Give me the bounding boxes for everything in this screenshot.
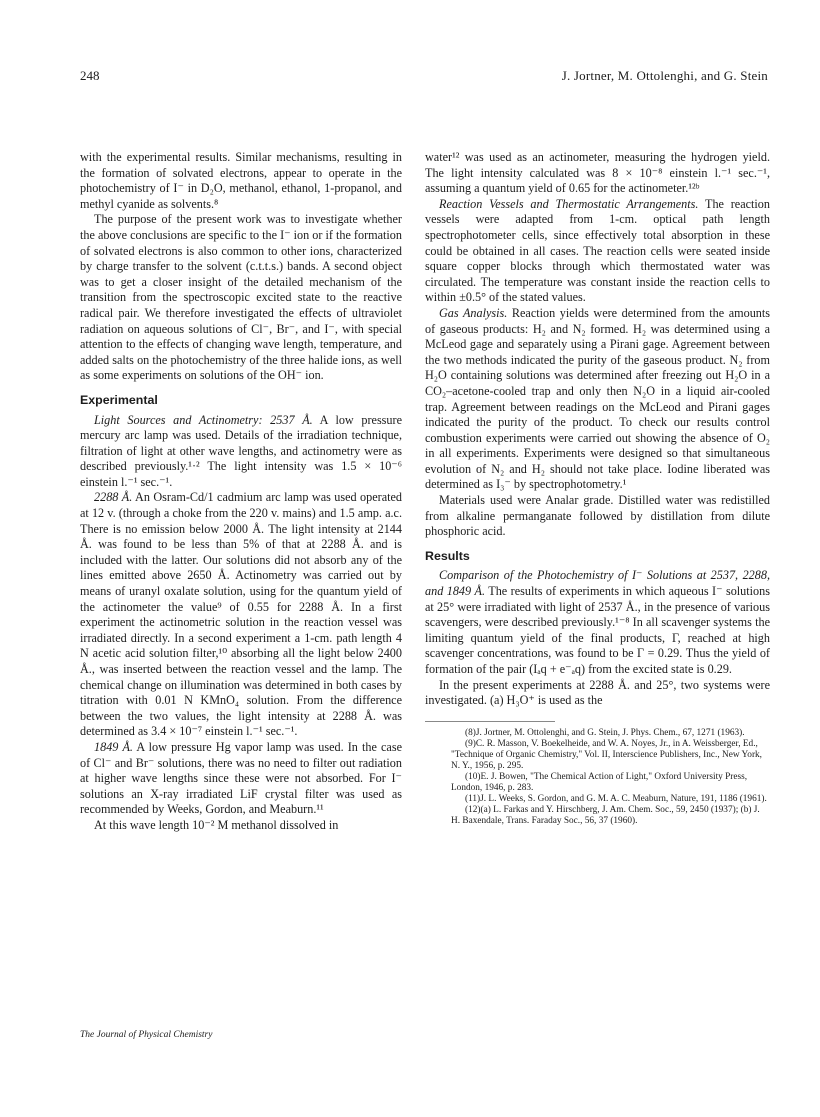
paragraph: [425, 306, 770, 493]
reference-text: (a) L. Farkas and Y. Hirschberg, J. Am. Chem. Soc., 59, 2450 (1937); (b) J. H. Baxendale, Trans. Faraday Soc., 56, 37 (1960).: [451, 804, 760, 826]
paragraph-text: The reaction vessels were adapted from 1-cm. optical path length spectrophotometer cells, since effectively total absorption in these could be obtained in all cases. The reaction cells were seated inside square copper blocks through which thermostated water was circulated. The temperature was constant inside the reaction cells to within ±0.5° of the stated values.: [425, 196, 770, 305]
run-in-heading: 1849 Å.: [94, 739, 133, 754]
paragraph-text: An Osram-Cd/1 cadmium arc lamp was used operated at 12 v. (through a choke from the 220 v. mains) and 1.5 amp. a.c. There is no emission below 2000 Å. The light intensity at 2144 Å. was found to be less than 5% of that at 2288 Å. and is included with the latter. Our solutions did not absorb any of the lines emitted above 2650 Å. Actinometry was carried out by means of uranyl oxalate solution, using for the quantum yield of the actinometer the value⁹ of 0.55 for 2288 Å. In a first experiment the actinometric solution in the reaction vessel was irradiated directly. In a second experiment a 1-cm. path length 4 N acetic acid solution filter,¹⁰ absorbing all the light below 2400 Å., was inserted between the reaction vessel and the lamp. The chemical change on illumination was determined in both cases by titration with 0.01 N KMnO₄ solution. From the difference between the two values, the light intensity at 2288 Å. was determined as 3.4 × 10⁻⁷ einstein l.⁻¹ sec.⁻¹.: [80, 490, 402, 739]
paragraph: [425, 197, 770, 306]
reference-list: [425, 728, 770, 827]
reference-item: [425, 728, 770, 739]
paragraph: The purpose of the present work was to investigate whether the above conclusions are specific to the I⁻ ion or if the formation of solvated electrons is also common to other ions, characterized by charge transfer to the solvent (c.t.t.s.) bands. A second object was to get a closer insight of the detailed mechanism of the transition from the spectroscopic excited state to the reactive radical pair. We therefore investigated the effects of ultraviolet radiation on aqueous solutions of Cl⁻, Br⁻, and I⁻, with special attention to the effects of changing wave length, temperature, and added salts on the photochemistry of the three halide ions, as well as some experiments on solutions of the OH⁻ ion.: [80, 212, 402, 383]
paragraph: Materials used were Analar grade. Distilled water was redistilled from alkaline permanganate followed by distillation from dilute phosphoric acid.: [425, 493, 770, 539]
reference-label: (12): [465, 804, 481, 815]
left-column: [80, 150, 402, 834]
paragraph: with the experimental results. Similar mechanisms, resulting in the formation of solvated electrons, appear to operate in the photochemistry of I⁻ in D₂O, methanol, ethanol, 1-propanol, and methyl cyanide as solvents.⁸: [80, 150, 402, 211]
run-in-heading: 2288 Å.: [94, 490, 133, 505]
run-in-heading: Light Sources and Actinometry: 2537 Å.: [94, 412, 313, 427]
reference-label: (8): [465, 727, 476, 738]
reference-label: (9): [465, 738, 476, 749]
paragraph-text: The results of experiments in which aqueous I⁻ solutions at 25° were irradiated with light of 2537 Å., in the presence of various scavengers, were described previously.¹⁻⁸ In all scavenger systems the limiting quantum yield of the final products, Γ, reached at high scavenger concentrations, was found to be Γ = 0.29. Thus the yield of formation of the pair (Iₐq + e⁻ₐq) from the excited state is 0.29.: [425, 584, 770, 676]
paragraph: In the present experiments at 2288 Å. and 25°, two systems were investigated. (a) H₃O⁺ is used as the: [425, 677, 770, 708]
journal-footer: The Journal of Physical Chemistry: [80, 1030, 213, 1040]
reference-item: [425, 794, 770, 805]
section-heading-results: Results: [425, 548, 470, 563]
paragraph: At this wave length 10⁻² M methanol dissolved in: [94, 817, 339, 832]
reference-text: J. Jortner, M. Ottolenghi, and G. Stein, J. Phys. Chem., 67, 1271 (1963).: [475, 727, 745, 738]
reference-item: [425, 772, 770, 794]
run-in-heading: Comparison of the Photochemistry of I⁻ Solutions at 2537, 2288, and 1849 Å.: [425, 568, 770, 599]
paragraph-text: Reaction yields were determined from the amounts of gaseous products: H₂ and N₂ formed. H₂ was determined using a McLeod gage and separately using a Pirani gage. Agreement between the two methods indicated the purity of the gaseous product. N₂ from H₂O containing solutions was determined after freezing out H₂O in a CO₂–acetone-cooled trap and only then N₂O in a liquid air-cooled trap. Agreement between readings on the McLeod and Pirani gages indicated the purity of the product. To check our results control combustion experiments were carried out showing the absence of O₂ in all experiments. Experiments were designed so that simultaneous evolution of N₂ and H₂ should not take place. Iodine liberated was determined as I₃⁻ by spectrophotometry.¹: [425, 305, 771, 492]
reference-label: (10): [465, 771, 481, 782]
paragraph: [425, 568, 770, 677]
paragraph: [80, 740, 402, 818]
paragraph-text: A low pressure Hg vapor lamp was used. In the case of Cl⁻ and Br⁻ solutions, there was no need to filter out radiation at higher wave lengths since these were not absorbed. For I⁻ solutions an X-ray irradiated LiF crystal filter was used as recommended by Weeks, Gordon, and Meaburn.¹¹: [80, 739, 402, 817]
section-heading-experimental: Experimental: [80, 392, 158, 407]
running-head: J. Jortner, M. Ottolenghi, and G. Stein: [561, 68, 768, 83]
run-in-heading: Gas Analysis.: [439, 305, 508, 320]
reference-item: [425, 805, 770, 827]
page-number: 248: [80, 68, 100, 83]
reference-text: C. R. Masson, V. Boekelheide, and W. A. Noyes, Jr., in A. Weissberger, Ed., "Technique of Organic Chemistry," Vol. II, Interscience Publishers, Inc., New York, N. Y., 1956, p. 295.: [451, 738, 763, 771]
right-column: [425, 150, 770, 827]
paragraph: water¹² was used as an actinometer, measuring the hydrogen yield. The light intensity calculated was 8 × 10⁻⁸ einstein l.⁻¹ sec.⁻¹, assuming a quantum yield of 0.65 for the actinometer.¹²ᵇ: [425, 150, 770, 196]
reference-label: (11): [465, 793, 481, 804]
reference-text: E. J. Bowen, "The Chemical Action of Light," Oxford University Press, London, 1946, p. 283.: [451, 771, 748, 793]
footnote-rule: [425, 721, 555, 726]
reference-text: J. L. Weeks, S. Gordon, and G. M. A. C. Meaburn, Nature, 191, 1186 (1961).: [480, 793, 767, 804]
paragraph-text: A low pressure mercury arc lamp was used. Details of the irradiation technique, filtration of light at other wave lengths, and actinometry were as described previously.¹·² The light intensity was 1.5 × 10⁻⁶ einstein l.⁻¹ sec.⁻¹.: [80, 412, 402, 489]
run-in-heading: Reaction Vessels and Thermostatic Arrangements.: [439, 196, 699, 211]
paragraph: [80, 490, 402, 740]
paragraph: [80, 413, 402, 491]
reference-item: [425, 739, 770, 772]
